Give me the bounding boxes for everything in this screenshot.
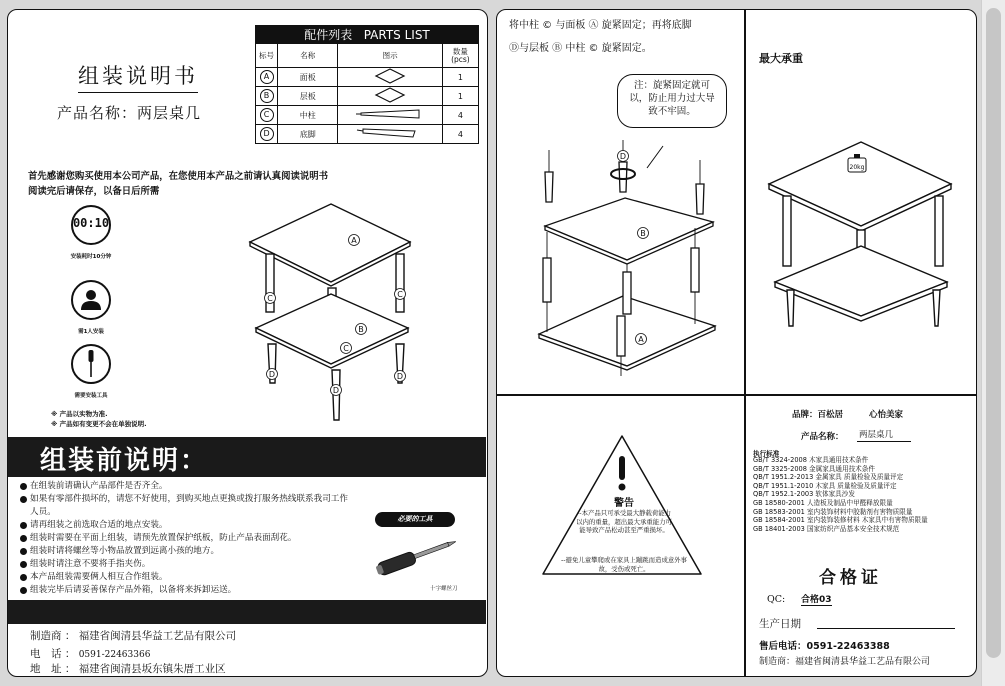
weight-label: 20kg (849, 164, 865, 171)
assembled-table-drawing (236, 198, 426, 428)
right-maker: 制造商：福建省闽清县华益工艺品有限公司 (759, 657, 931, 667)
list-item: QB/T 1951.1-2010 木家具 质量检验及质量评定 (753, 481, 897, 490)
col-header-id: 标号 (256, 44, 278, 68)
standards-title: 执行标准 (753, 450, 780, 458)
standards-list (753, 456, 928, 533)
vertical-divider-lower (744, 394, 746, 677)
table-row (256, 106, 479, 125)
diagram-label-c: C (343, 344, 349, 353)
hotline: 售后电话：0591-22463388 (759, 641, 890, 652)
part-figure-middle-post (338, 106, 442, 125)
brand-label: 品牌：百松居 (792, 410, 844, 420)
left-instruction-page (7, 9, 488, 677)
phone-value: 0591-22463366 (78, 650, 151, 660)
list-item: GB/T 3325-2008 金属家具通用技术条件 (753, 464, 875, 473)
col-header-figure: 图示 (338, 44, 442, 68)
tool-box-caption: 十字螺丝刀 (430, 586, 458, 592)
warning-text-children: --避免儿童攀爬或在家具上蹦跳而造成意外事故，受伤或死亡。 (560, 556, 688, 573)
list-item: 在组装前请确认产品部件是否齐全。 (18, 480, 348, 493)
diagram-label-b: B (358, 325, 364, 334)
part-id: C (260, 108, 274, 122)
thanks-line-1: 首先感谢您购买使用本公司产品，在您使用本产品之前请认真阅读说明书 (28, 171, 329, 182)
phone-row: 电 话 ： 0591-22463366 (30, 648, 151, 660)
thanks-line-2: 阅读完后请保存，以备日后所需 (28, 186, 160, 197)
part-figure-panel (338, 68, 442, 87)
parts-title-en: PARTS LIST (363, 28, 430, 42)
diagram-label-d: D (268, 370, 276, 379)
list-item: 如果有零部件损坏的，请您不好使用，到购买地点更换或拨打服务热线联系我司工作人员。 (18, 493, 348, 519)
step-line-2: Ⓓ与层板 Ⓑ 中柱 © 旋紧固定。 (509, 43, 652, 54)
col-header-name: 名称 (278, 44, 338, 68)
product-value: 两层桌几 (857, 428, 911, 442)
parts-title-cn: 配件列表 (304, 28, 353, 42)
tool-box-title: 必要的工具 (375, 512, 455, 527)
parts-list-header (256, 26, 479, 44)
address-row: 地 址 ： 福建省闽清县坂东镇朱厝工业区 (30, 663, 226, 675)
manual-title: 组装说明书 (78, 60, 198, 93)
max-load-table-drawing (759, 136, 964, 346)
note-no-separate-notice: ※ 产品如有变更不会在单独说明. (51, 420, 147, 428)
maker-row: 制造商 ： 福建省闽清县华益工艺品有限公司 (30, 630, 237, 642)
list-item: QB/T 1952.1-2003 软体家具沙发 (753, 490, 855, 499)
max-load-title: 最大承重 (759, 52, 803, 65)
list-item: 本产品组装需要俩人相互合作组装。 (18, 571, 348, 584)
list-item: 组装完毕后请妥善保存产品外箱，以备将来拆卸运送。 (18, 584, 348, 597)
people-caption: 需1人安装 (78, 329, 104, 335)
diagram-label-d: D (332, 386, 340, 395)
exploded-assembly-drawing (515, 120, 745, 390)
maker-label: 制造商 (30, 630, 62, 642)
part-name: 中柱 (278, 106, 338, 125)
timer-caption: 安装耗时10分钟 (70, 254, 112, 260)
notice-list (18, 480, 348, 597)
callout-note: 注：旋紧固定就可以，防止用力过大导致不牢固。 (617, 74, 727, 128)
production-date-label: 生产日期 (759, 618, 801, 630)
diagram-label-c: C (267, 294, 273, 303)
screwdriver-illustration-icon (366, 530, 466, 580)
production-date-line (817, 628, 955, 629)
list-item: GB 18401-2003 国家纺织产品基本安全技术规范 (753, 524, 900, 533)
part-figure-foot (338, 125, 442, 144)
note-product-as-actual: ※ 产品以实物为准. (51, 410, 108, 418)
part-qty: 4 (442, 106, 478, 125)
part-qty: 1 (442, 87, 478, 106)
list-item: QB/T 1951.2-2013 金属家具 质量检验及质量评定 (753, 473, 904, 482)
tool-caption: 需要安装工具 (74, 393, 108, 399)
product-label: 产品名称： (801, 432, 844, 442)
part-id: D (260, 127, 274, 141)
list-item: 请再组装之前选取合适的地点安装。 (18, 519, 348, 532)
diagram-label-d: D (396, 372, 404, 381)
timer-display: 00:10 (72, 216, 110, 230)
diagram-label-a: A (351, 236, 357, 245)
warning-title: 警告 (614, 498, 634, 509)
phone-label: 电 话 (30, 648, 62, 660)
exploded-label-b: B (640, 229, 646, 238)
right-instruction-page (496, 9, 977, 677)
tool-box (348, 512, 478, 592)
diagram-label-c: C (397, 290, 403, 299)
col-header-qty: 数量 (pcs) (442, 44, 478, 68)
notice-title: 组装前说明： (40, 446, 209, 476)
list-item: 组装时请注意不要将手指夹伤。 (18, 558, 348, 571)
certificate-title: 合格证 (819, 568, 882, 588)
maker-value: 福建省闽清县华益工艺品有限公司 (78, 630, 237, 642)
parts-list-table (255, 25, 479, 144)
vertical-scrollbar[interactable] (981, 0, 1005, 686)
list-item: GB 18584-2001 室内装饰装修材料 木家具中有害物质限量 (753, 516, 928, 525)
step-line-1: 将中柱 © 与面板 Ⓐ 旋紧固定；再将底脚 (509, 20, 692, 31)
table-row (256, 125, 479, 144)
qc-value: 合格03 (801, 592, 832, 606)
list-item: GB 18580-2001 人造板及制品中甲醛释放限量 (753, 498, 893, 507)
part-qty: 4 (442, 125, 478, 144)
brand-value: 心怡美家 (869, 410, 904, 420)
part-name: 层板 (278, 87, 338, 106)
exploded-label-d: D (619, 152, 627, 161)
qc-label: QC: (767, 594, 786, 605)
scrollbar-thumb[interactable] (986, 8, 1001, 658)
list-item: 组装时请将螺丝等小物品放置到远离小孩的地方。 (18, 545, 348, 558)
address-value: 福建省闽清县坂东镇朱厝工业区 (78, 663, 226, 675)
address-label: 地 址 (30, 663, 62, 675)
part-name: 面板 (278, 68, 338, 87)
warning-text-capacity: --本产品只可承受最大静载荷能力以内的重量，超出最大承重能力可能导致产品松动甚至严重损坏。 (576, 509, 672, 535)
table-row (256, 87, 479, 106)
product-name-line: 产品名称：两层桌几 (57, 104, 202, 122)
screwdriver-icon (71, 344, 111, 384)
list-item: GB 18583-2001 室内装饰材料中胶黏剂有害物质限量 (753, 507, 913, 516)
part-id: A (260, 70, 274, 84)
list-item: GB/T 3324-2008 木家具通用技术条件 (753, 456, 869, 464)
part-figure-shelf (338, 87, 442, 106)
part-id: B (260, 89, 274, 103)
person-icon (71, 280, 111, 320)
horizontal-divider (497, 394, 977, 396)
footer-divider-bar (8, 600, 486, 624)
table-row (256, 68, 479, 87)
list-item: 组装时需要在平面上组装，请预先放置保护纸板，防止产品表面刮花。 (18, 532, 348, 545)
part-qty: 1 (442, 68, 478, 87)
exploded-label-a: A (638, 335, 644, 344)
part-name: 底脚 (278, 125, 338, 144)
